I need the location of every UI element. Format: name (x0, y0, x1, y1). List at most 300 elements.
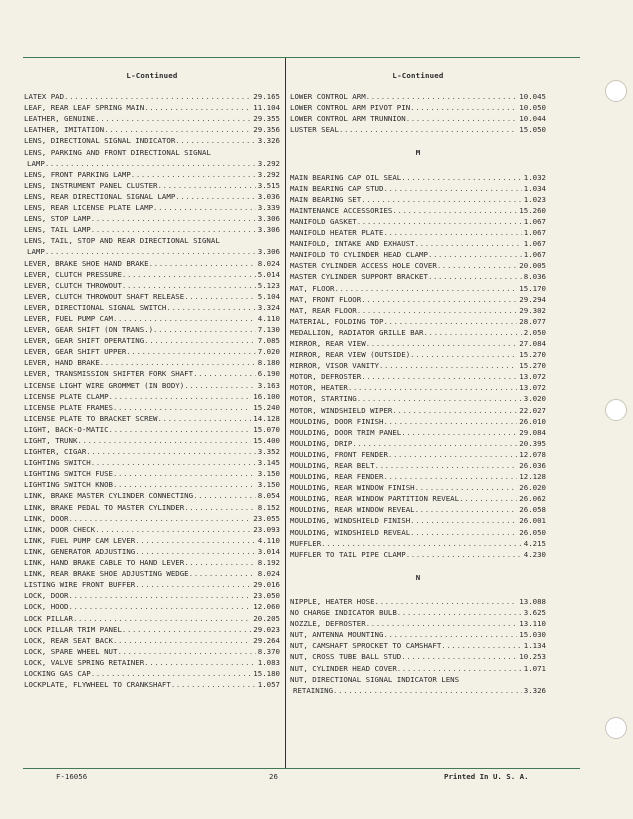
entry-name: MOULDING, REAR WINDOW PARTITION REVEAL (290, 494, 460, 504)
column-header: L-Continued (392, 71, 444, 80)
entry-name: MOULDING, DRIP (290, 438, 353, 448)
entry-name: LEVER, FUEL PUMP CAM (24, 313, 113, 323)
entry-number: 29.264 (253, 635, 280, 645)
entry-name: LEVER, GEAR SHIFT OPERATING (24, 336, 145, 346)
entry-number: 8.024 (257, 569, 280, 579)
entry-number: 8.036 (523, 272, 546, 282)
entry-name: NUT, CROSS TUBE BALL STUD (290, 652, 402, 662)
entry-name: LAMP (27, 247, 45, 257)
entry-number: 1.083 (257, 657, 280, 667)
dot-leader (113, 635, 251, 646)
index-entry (24, 535, 280, 546)
entry-name: MOTOR, HEATER (290, 383, 348, 393)
entry-name: LOCK, DOOR (24, 591, 69, 601)
index-entry (290, 124, 546, 135)
entry-name: LENS, FRONT PARKING LAMP (24, 169, 131, 179)
form-number: F-16056 (56, 772, 88, 781)
entry-name: LIGHT, BACK-O-MATIC (24, 424, 109, 434)
entry-name: MANIFOLD TO CYLINDER HEAD CLAMP (290, 250, 428, 260)
entry-number: 14.128 (253, 413, 280, 423)
dot-leader (366, 91, 518, 102)
entry-name: MOULDING, REAR BELT (290, 461, 375, 470)
entry-name: MOULDING, WINDSHIELD REVEAL (290, 527, 411, 537)
dot-leader (415, 504, 518, 515)
entry-name: LENS, INSTRUMENT PANEL CLUSTER (24, 180, 158, 190)
dot-leader (175, 191, 255, 202)
entry-number: 26.058 (519, 505, 546, 515)
index-entry (24, 579, 280, 590)
index-entry (290, 382, 546, 393)
entry-number: 23.055 (253, 513, 280, 523)
entry-number: 20.205 (253, 613, 280, 623)
entry-number: 26.010 (519, 416, 546, 426)
dot-leader (428, 271, 522, 282)
entry-name: LENS, STOP LAMP (24, 214, 91, 224)
entry-name: LEVER, CLUTCH THROWOUT (24, 280, 122, 290)
dot-leader (166, 302, 255, 313)
entry-name: NUT, ANTENNA MOUNTING (290, 630, 384, 640)
dot-leader (410, 102, 517, 113)
entry-number: 29.355 (253, 114, 280, 124)
index-entry (290, 91, 546, 102)
entry-number: 1.067 (523, 228, 546, 238)
entry-name: NIPPLE, HEATER HOSE (290, 596, 375, 606)
index-entry (290, 305, 546, 316)
entry-number: 8.192 (257, 558, 280, 568)
index-entry (290, 371, 546, 382)
dot-leader (366, 618, 518, 629)
dot-leader (95, 524, 251, 535)
dot-leader (397, 663, 522, 674)
entry-number: 3.150 (257, 469, 280, 479)
index-entry (24, 502, 280, 513)
entry-name: LUSTER SEAL (290, 125, 339, 135)
entry-name: LOCK, HOOD (24, 602, 69, 612)
entry-name: LEAF, REAR LEAF SPRING MAIN (24, 103, 145, 113)
entry-number: 3.306 (257, 225, 280, 235)
dot-leader (352, 438, 517, 449)
index-entry (290, 471, 546, 482)
dot-leader (149, 258, 256, 269)
index-entry (290, 183, 546, 194)
index-entry (24, 391, 280, 402)
page-number: 26 (269, 772, 278, 781)
entry-name: MATERIAL, FOLDING TOP (290, 316, 384, 326)
entry-name: LINK, DOOR CHECK (24, 524, 96, 534)
index-entry (24, 269, 280, 280)
index-entry (24, 368, 280, 379)
index-entry (290, 316, 546, 327)
entry-number: 10.044 (519, 114, 546, 124)
dot-leader (383, 471, 517, 482)
index-entry (24, 124, 280, 135)
index-entry (290, 527, 546, 538)
entry-number: 7.130 (257, 325, 280, 335)
entry-name: LENS, DIRECTIONAL SIGNAL INDICATOR (24, 136, 176, 146)
entry-name: MAINTENANCE ACCESSORIES (290, 205, 393, 215)
entry-name: LINK, GENERATOR ADJUSTING (24, 546, 136, 556)
entry-number: 13.072 (519, 383, 546, 393)
entry-name: NUT, CYLINDER HEAD COVER (290, 663, 397, 673)
entry-name: LOCKING GAS CAP (24, 668, 91, 678)
index-entry (24, 546, 280, 557)
dot-leader (437, 260, 517, 271)
entry-number: 15.030 (519, 630, 546, 640)
index-entry (24, 513, 280, 524)
entry-number: 1.032 (523, 172, 546, 182)
index-entry (24, 202, 280, 213)
entry-number: 26.020 (519, 483, 546, 493)
dot-leader (424, 327, 522, 338)
dot-leader (383, 629, 517, 640)
entry-number: 20.395 (519, 438, 546, 448)
entry-name: MUFFLER TO TAIL PIPE CLAMP (290, 549, 406, 559)
dot-leader (100, 357, 256, 368)
entry-name: LICENSE PLATE TO BRACKET SCREW (24, 413, 158, 423)
entry-number: 3.324 (257, 302, 280, 312)
entry-name: LEATHER, IMITATION (24, 125, 105, 135)
index-list (24, 91, 280, 690)
index-entry (24, 135, 280, 146)
entry-name: MIRROR, REAR VIEW (290, 338, 366, 348)
entry-number: 10.045 (519, 92, 546, 102)
dot-leader (122, 624, 251, 635)
dot-leader (397, 607, 522, 618)
entry-number: 26.001 (519, 516, 546, 526)
entry-name: MAT, FLOOR (290, 283, 335, 293)
entry-name: NUT, DIRECTIONAL SIGNAL INDICATOR LENS (290, 674, 460, 684)
dot-leader (113, 313, 256, 324)
entry-name: NO CHARGE INDICATOR BULB (290, 608, 397, 618)
entry-number: 1.071 (523, 663, 546, 673)
entry-name: LEVER, CLUTCH THROWOUT SHAFT RELEASE (24, 291, 185, 301)
entry-name: MOTOR, STARTING (290, 394, 357, 404)
entry-name: MOULDING, REAR WINDOW FINISH (290, 483, 415, 493)
entry-name: MASTER CYLINDER SUPPORT BRACKET (290, 272, 428, 282)
entry-number: 3.163 (257, 380, 280, 390)
entry-number: 29.016 (253, 580, 280, 590)
entry-name: LOCKPLATE, FLYWHEEL TO CRANKSHAFT (24, 680, 171, 690)
entry-name: LEVER, BRAKE SHOE HAND BRAKE (24, 258, 149, 268)
dot-leader (401, 651, 517, 662)
entry-number: 8.180 (257, 358, 280, 368)
index-entry (290, 327, 546, 338)
index-entry (290, 438, 546, 449)
entry-name: MAT, REAR FLOOR (290, 305, 357, 315)
entry-number: 3.326 (257, 136, 280, 146)
dot-leader (126, 346, 255, 357)
entry-number: 3.014 (257, 546, 280, 556)
entry-number: 1.034 (523, 183, 546, 193)
entry-name: LENS, TAIL, STOP AND REAR DIRECTIONAL SIGNAL (24, 236, 220, 246)
index-entry (24, 224, 280, 235)
entry-name: MOULDING, FRONT FENDER (290, 449, 388, 459)
dot-leader (69, 601, 252, 612)
entry-number: 15.270 (519, 350, 546, 360)
entry-number: 3.292 (257, 169, 280, 179)
index-entry (24, 235, 280, 246)
entry-number: 8.054 (257, 491, 280, 501)
dot-leader (158, 413, 252, 424)
entry-name: LATEX PAD (24, 92, 65, 102)
dot-leader (69, 590, 252, 601)
entry-number: 11.104 (253, 103, 280, 113)
entry-name: LIGHT, TRUNK (24, 436, 78, 445)
index-entry (290, 549, 546, 560)
index-entry (24, 324, 280, 335)
entry-name: MOULDING, REAR WINDOW REVEAL (290, 505, 415, 515)
dot-leader (361, 371, 517, 382)
index-list (290, 172, 546, 560)
index-entry (290, 294, 546, 305)
dot-leader (109, 391, 252, 402)
index-entry (24, 158, 280, 169)
entry-name: LOCK PILLAR (24, 613, 73, 623)
dot-leader (45, 246, 256, 257)
entry-name: LOCK, REAR SEAT BACK (24, 635, 113, 645)
index-entry (24, 490, 280, 501)
dot-leader (392, 405, 517, 416)
dot-leader (392, 205, 517, 216)
entry-number: 23.050 (253, 591, 280, 601)
entry-name: MOTOR, WINDSHIELD WIPER (290, 405, 393, 415)
entry-name: MIRROR, VISOR VANITY (290, 361, 379, 371)
entry-name: LEVER, TRANSMISSION SHIFTER FORK SHAFT (24, 369, 194, 379)
entry-name: LICENSE LIGHT WIRE GROMMET (IN BODY) (24, 380, 185, 390)
dot-leader (135, 579, 251, 590)
dot-leader (153, 202, 256, 213)
dot-leader (406, 113, 518, 124)
index-entry (24, 590, 280, 601)
dot-leader (131, 169, 256, 180)
index-entry (290, 640, 546, 651)
dot-leader (193, 368, 256, 379)
index-entry (290, 393, 546, 404)
index-entry (24, 380, 280, 391)
entry-number: 8.152 (257, 502, 280, 512)
dot-leader (86, 446, 255, 457)
entry-name: MOULDING, DOOR FINISH (290, 416, 384, 426)
dot-leader (135, 546, 256, 557)
entry-number: 12.060 (253, 602, 280, 612)
index-entry (24, 613, 280, 624)
section-letter: N (415, 572, 421, 582)
index-entry (24, 679, 280, 690)
index-entry (290, 249, 546, 260)
entry-number: 15.260 (519, 205, 546, 215)
index-entry (24, 424, 280, 435)
entry-name: LINK, REAR BRAKE SHOE ADJUSTING WEDGE (24, 569, 189, 579)
entry-number: 22.027 (519, 405, 546, 415)
entry-name: LEVER, HAND BRAKE (24, 358, 100, 368)
entry-number: 1.067 (523, 250, 546, 260)
index-entry (24, 258, 280, 269)
index-entry (290, 449, 546, 460)
entry-number: 3.020 (523, 394, 546, 404)
entry-name: LICENSE PLATE CLAMP (24, 391, 109, 401)
dot-leader (144, 335, 256, 346)
entry-number: 8.370 (257, 646, 280, 656)
dot-leader (91, 224, 256, 235)
index-entry (24, 313, 280, 324)
dot-leader (95, 113, 251, 124)
dot-leader (184, 291, 256, 302)
dot-leader (73, 613, 251, 624)
entry-name: MANIFOLD HEATER PLATE (290, 228, 384, 238)
entry-name: MOULDING, REAR FENDER (290, 472, 384, 482)
index-entry (24, 191, 280, 202)
dot-leader (144, 102, 251, 113)
index-entry (24, 280, 280, 291)
entry-name: MAIN BEARING CAP STUD (290, 183, 384, 193)
right-column (290, 70, 546, 696)
entry-name: MANIFOLD GASKET (290, 216, 357, 226)
dot-leader (388, 449, 517, 460)
index-entry (24, 568, 280, 579)
index-entry (290, 260, 546, 271)
index-entry (24, 446, 280, 457)
entry-number: 5.014 (257, 269, 280, 279)
dot-leader (104, 124, 251, 135)
index-entry (290, 416, 546, 427)
dot-leader (348, 382, 517, 393)
index-entry (24, 91, 280, 102)
dot-leader (410, 515, 517, 526)
column-header: L-Continued (126, 71, 178, 80)
entry-number: 5.104 (257, 291, 280, 301)
dot-leader (91, 457, 256, 468)
entry-number: 26.062 (519, 494, 546, 504)
entry-number: 3.625 (523, 608, 546, 618)
dot-leader (184, 502, 256, 513)
index-entry (24, 668, 280, 679)
entry-number: 1.023 (523, 194, 546, 204)
dot-leader (144, 657, 256, 668)
entry-name: MASTER CYLINDER ACCESS HOLE COVER (290, 261, 437, 271)
dot-leader (441, 640, 521, 651)
dot-leader (189, 568, 256, 579)
index-entry (290, 685, 546, 696)
dot-leader (339, 124, 517, 135)
index-entry (290, 460, 546, 471)
index-list (290, 91, 546, 135)
index-entry (290, 405, 546, 416)
entry-number: 3.352 (257, 447, 280, 457)
entry-name: LENS, TAIL LAMP (24, 225, 91, 235)
index-entry (290, 504, 546, 515)
index-entry (24, 457, 280, 468)
entry-number: 28.077 (519, 316, 546, 326)
dot-leader (361, 194, 522, 205)
dot-leader (361, 294, 517, 305)
dot-leader (383, 183, 521, 194)
index-entry (24, 169, 280, 180)
dot-leader (321, 538, 522, 549)
index-entry (24, 635, 280, 646)
entry-number: 15.400 (253, 436, 280, 445)
entry-number: 3.145 (257, 458, 280, 468)
index-entry (290, 618, 546, 629)
index-entry (24, 435, 280, 446)
entry-name: NOZZLE, DEFROSTER (290, 619, 366, 629)
dot-leader (113, 479, 256, 490)
binder-hole (605, 80, 627, 102)
entry-number: 29.302 (519, 305, 546, 315)
index-entry (290, 205, 546, 216)
entry-number: 2.050 (523, 327, 546, 337)
dot-leader (357, 305, 518, 316)
entry-name: LINK, FUEL PUMP CAM LEVER (24, 535, 136, 545)
entry-number: 15.070 (253, 424, 280, 434)
dot-leader (193, 490, 256, 501)
index-entry (24, 357, 280, 368)
entry-number: 29.165 (253, 92, 280, 102)
dot-leader (375, 460, 518, 471)
entry-number: 29.084 (519, 427, 546, 437)
entry-name: LEVER, CLUTCH PRESSURE (24, 269, 122, 279)
section-letter: M (415, 148, 421, 158)
entry-number: 1.134 (523, 641, 546, 651)
entry-name: LOWER CONTROL ARM PIVOT PIN (290, 103, 411, 113)
dot-leader (415, 238, 522, 249)
entry-name: LIGHTING SWITCH FUSE (24, 469, 113, 479)
entry-number: 15.240 (253, 402, 280, 412)
entry-number: 13.110 (519, 619, 546, 629)
entry-name: LENS, PARKING AND FRONT DIRECTIONAL SIGNAL (24, 147, 211, 157)
dot-leader (383, 227, 521, 238)
entry-number: 3.036 (257, 191, 280, 201)
dot-leader (415, 482, 518, 493)
entry-name: MAIN BEARING CAP OIL SEAL (290, 172, 402, 182)
dot-leader (375, 596, 518, 607)
entry-name: LEVER, GEAR SHIFT (ON TRANS.) (24, 325, 154, 335)
dot-leader (158, 180, 256, 191)
entry-name: RETAINING (293, 685, 334, 695)
index-entry (24, 113, 280, 124)
left-column (24, 70, 280, 690)
index-entry (24, 413, 280, 424)
entry-name: LOCK PILLAR TRIM PANEL (24, 624, 122, 634)
entry-name: LOCK, VALVE SPRING RETAINER (24, 657, 145, 667)
index-entry (290, 515, 546, 526)
entry-number: 27.084 (519, 338, 546, 348)
index-entry (24, 291, 280, 302)
index-entry (290, 283, 546, 294)
dot-leader (109, 424, 252, 435)
binder-hole (605, 399, 627, 421)
dot-leader (366, 338, 518, 349)
index-entry (290, 238, 546, 249)
entry-number: 1.067 (523, 216, 546, 226)
entry-number: 13.088 (519, 596, 546, 606)
dot-leader (383, 416, 517, 427)
dot-leader (401, 172, 522, 183)
dot-leader (406, 549, 522, 560)
entry-name: LINK, BRAKE MASTER CYLINDER CONNECTING (24, 491, 194, 501)
index-entry (24, 346, 280, 357)
entry-number: 3.339 (257, 203, 280, 213)
entry-name: LAMP (27, 158, 45, 168)
entry-number: 23.093 (253, 524, 280, 534)
entry-number: 1.067 (523, 239, 546, 249)
dot-leader (117, 646, 255, 657)
entry-name: LENS, REAR LICENSE PLATE LAMP (24, 203, 154, 213)
dot-leader (171, 679, 256, 690)
index-entry (24, 479, 280, 490)
dot-leader (335, 283, 518, 294)
index-entry (24, 557, 280, 568)
entry-number: 16.100 (253, 391, 280, 401)
